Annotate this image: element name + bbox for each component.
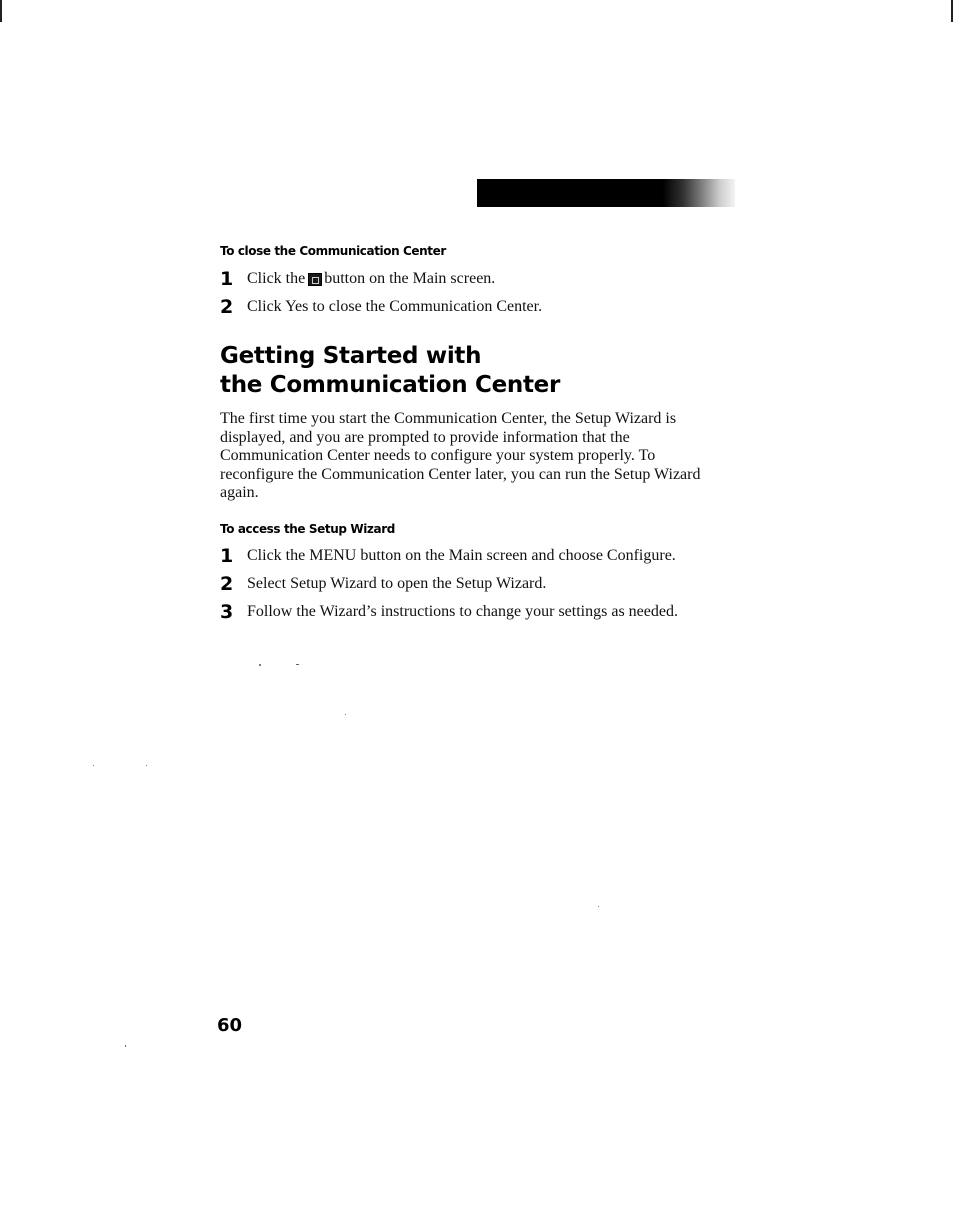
chapter-header-bar [477, 179, 735, 207]
setup-procedure-heading: To access the Setup Wizard [220, 522, 395, 536]
close-procedure-heading: To close the Communication Center [220, 244, 446, 258]
step-number: 2 [220, 296, 234, 318]
section-title [220, 342, 560, 400]
scan-edge-mark-right [951, 0, 953, 22]
scan-speck [93, 765, 94, 766]
scan-speck [146, 765, 147, 766]
step-text: Follow the Wizard’s instructions to change your settings as needed. [247, 603, 678, 620]
setup-step-2 [220, 572, 740, 596]
step-text-before-icon: Click the [247, 270, 306, 287]
step-text: Click Yes to close the Communication Center. [247, 298, 543, 315]
step-text: Select Setup Wizard to open the Setup Wizard. [247, 575, 547, 592]
scan-speck [598, 906, 599, 907]
setup-step-1 [220, 544, 740, 568]
page-number: 60 [217, 1015, 243, 1036]
close-step-2 [220, 295, 740, 319]
intro-paragraph: The first time you start the Communication Center, the Setup Wizard is displayed, and you are prompted to provide information that the Communication Center needs to configure your system properly. To reconfigure the Communication Center later, you can run the Setup Wizard again. [220, 410, 701, 502]
step-number: 1 [220, 545, 234, 567]
step-number: 2 [220, 573, 234, 595]
section-title-line-1: Getting Started with [220, 343, 482, 369]
step-number: 3 [220, 601, 234, 623]
section-title-line-2: the Communication Center [220, 372, 561, 398]
scan-speck [125, 1045, 126, 1047]
close-icon [308, 273, 322, 286]
step-text [247, 270, 495, 288]
step-text: Click the MENU button on the Main screen and choose Configure. [247, 547, 676, 564]
step-number: 1 [220, 268, 234, 290]
scan-speck [345, 714, 346, 715]
scan-speck [296, 664, 299, 665]
step-text-after-icon: button on the Main screen. [324, 270, 496, 287]
close-step-1 [220, 267, 740, 291]
setup-step-3 [220, 600, 740, 624]
scan-speck [259, 664, 261, 666]
scan-edge-mark-left [0, 0, 2, 22]
